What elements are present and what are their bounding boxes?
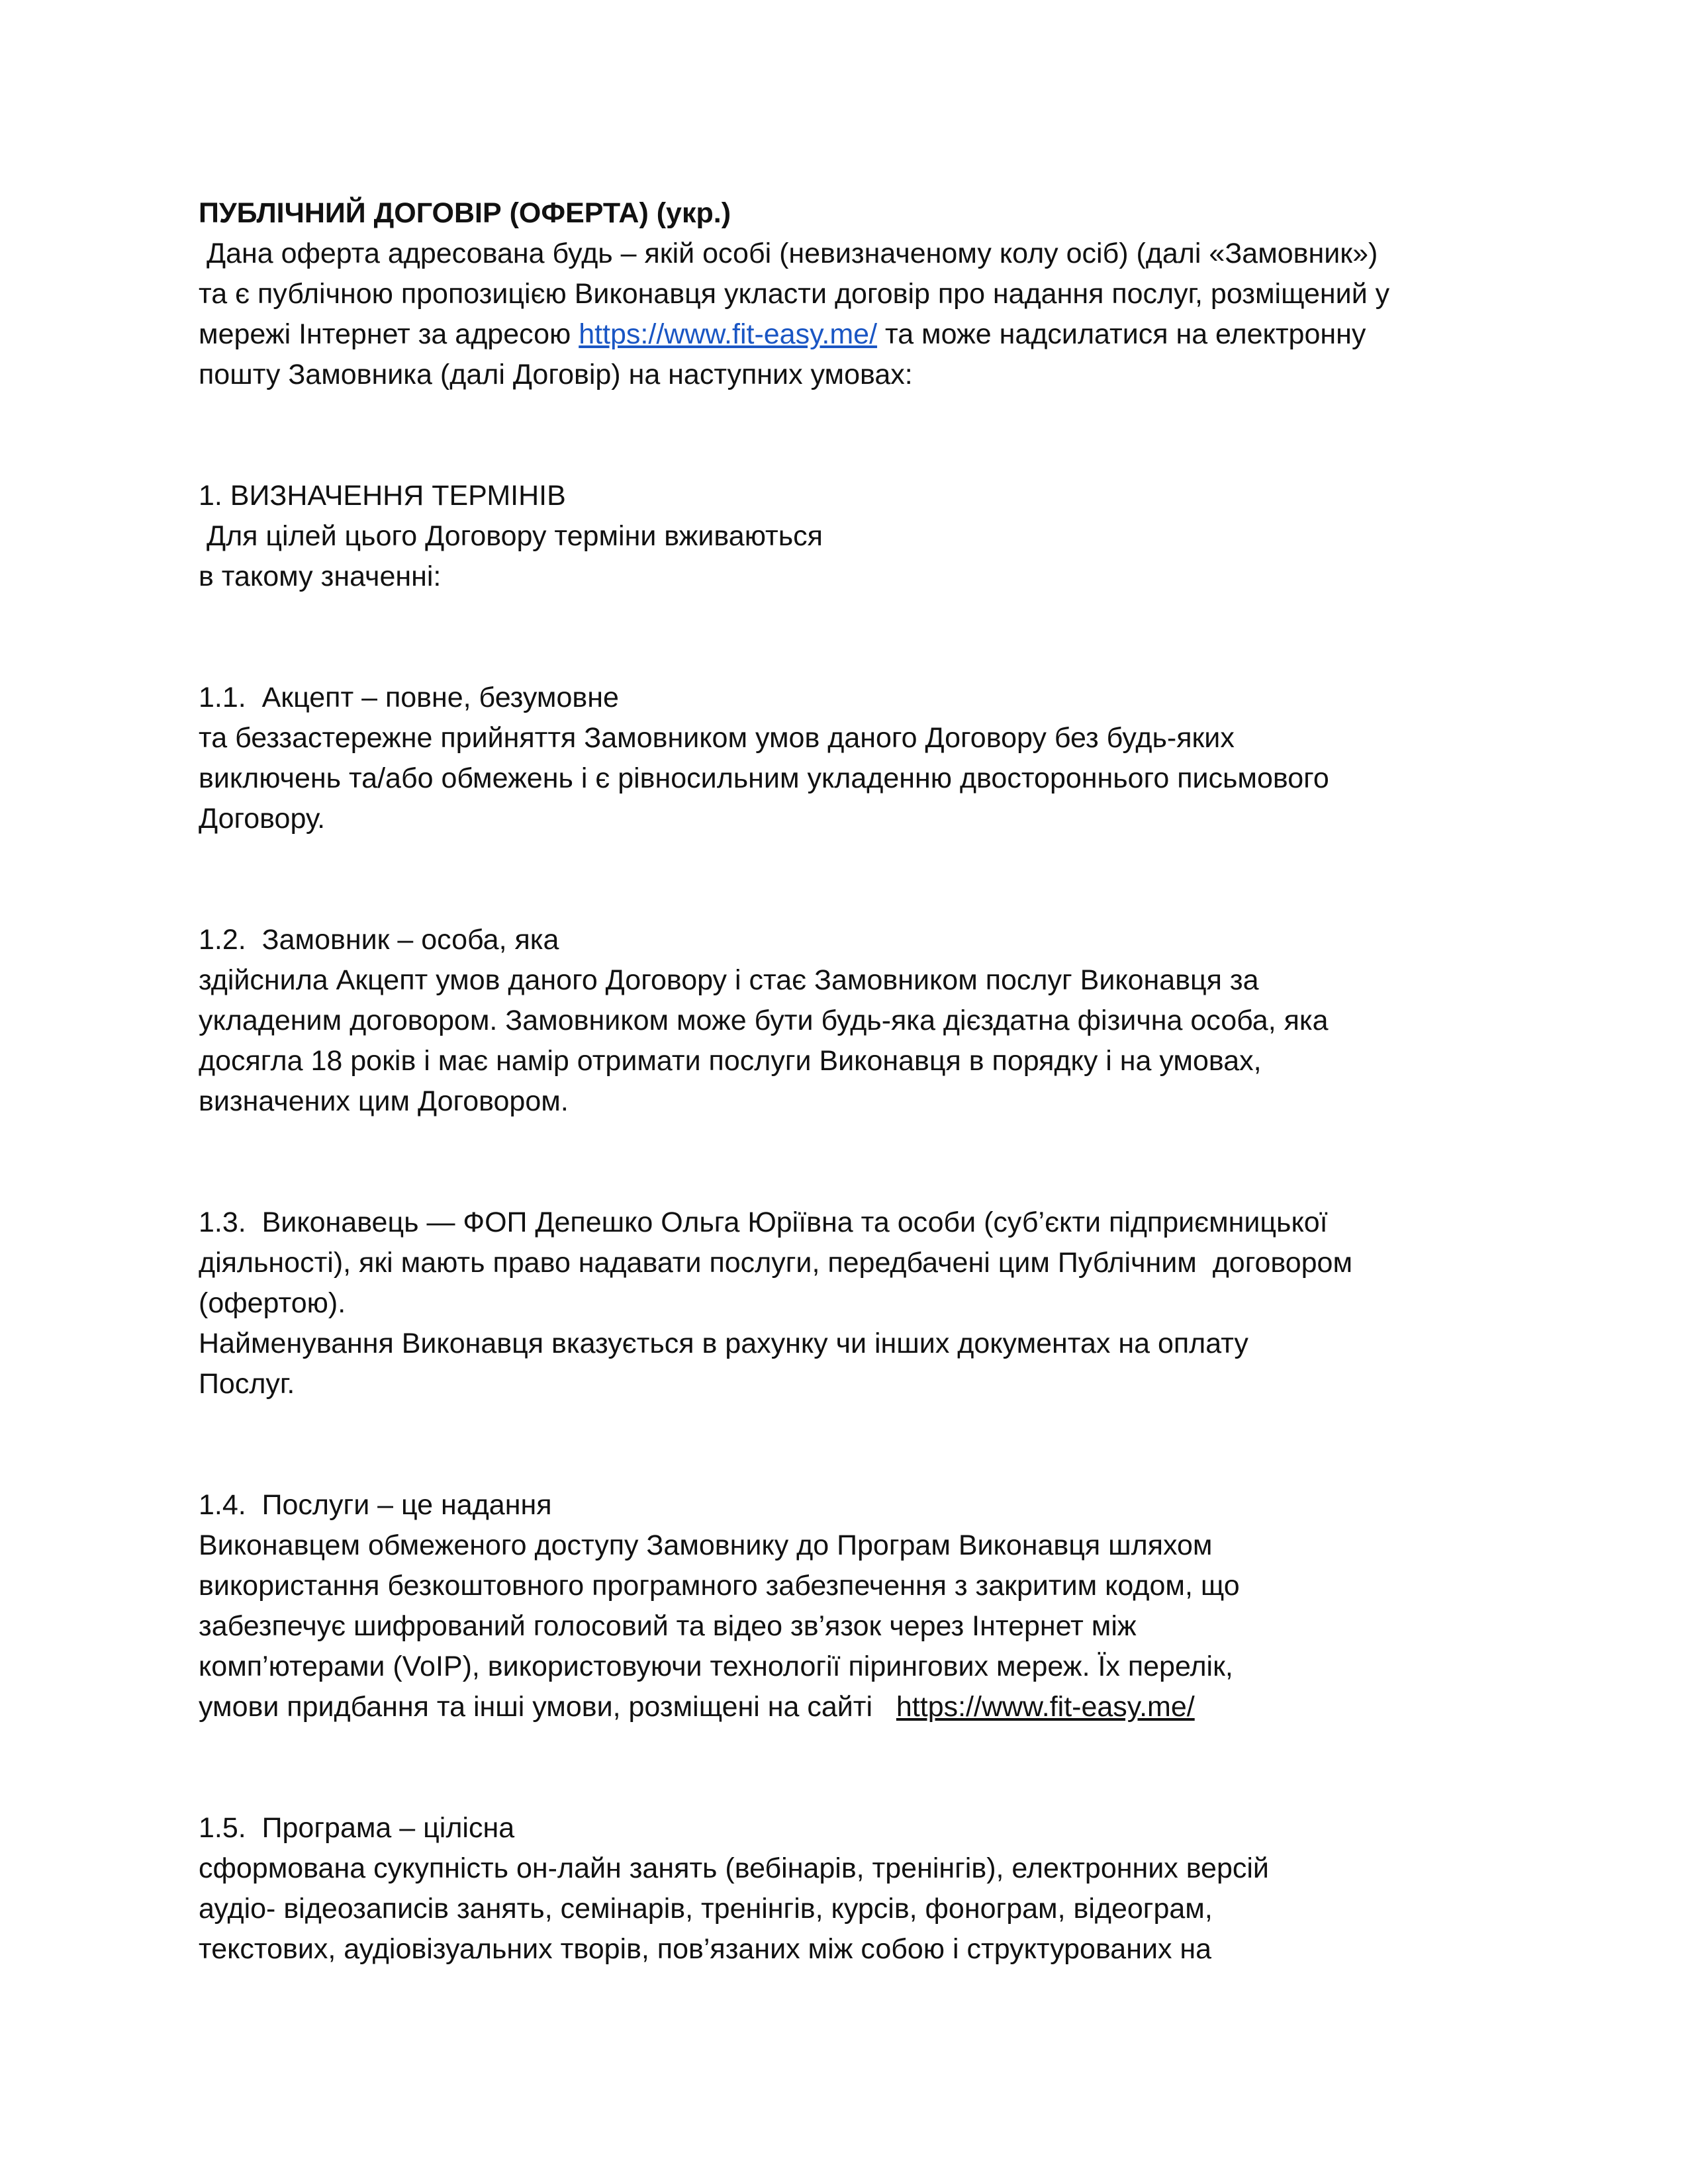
clause-text: Найменування Виконавця вказується в рахунку чи інших документах на оплату <box>199 1328 1248 1359</box>
clause-text: визначених цим Договором. <box>199 1085 569 1117</box>
clause-text: сформована сукупність он-лайн занять (вебінарів, тренінгів), електронних версій <box>199 1852 1269 1884</box>
clause-1-1-heading: 1.1. Акцепт – повне, безумовне <box>199 682 619 713</box>
section-heading: 1. ВИЗНАЧЕННЯ ТЕРМІНІВ <box>199 480 566 512</box>
clause-text: та беззастережне прийняття Замовником умов даного Договору без будь-яких <box>199 722 1235 754</box>
clause-text: укладеним договором. Замовником може бути будь-яка дієздатна фізична особа, яка <box>199 1005 1329 1036</box>
intro-line: пошту Замовника (далі Договір) на наступних умовах: <box>199 359 913 390</box>
clause-text: використання безкоштовного програмного забезпечення з закритим кодом, що <box>199 1570 1240 1602</box>
clause-text: здійснила Акцепт умов даного Договору і стає Замовником послуг Виконавця за <box>199 964 1259 996</box>
document-page <box>199 193 1523 1970</box>
intro-line-with-link <box>199 314 1523 355</box>
clause-text: Договору. <box>199 803 326 835</box>
section-text: в такому значенні: <box>199 561 442 592</box>
clause-text-with-link <box>199 1687 1523 1727</box>
document-title: ПУБЛІЧНИЙ ДОГОВІР (ОФЕРТА) (укр.) <box>199 197 731 229</box>
clause-text: комп’ютерами (VoIP), використовуючи технології пірингових мереж. Їх перелік, <box>199 1651 1233 1682</box>
website-link[interactable]: https://www.fit-easy.me/ <box>896 1691 1195 1723</box>
clause-1-2-heading: 1.2. Замовник – особа, яка <box>199 924 559 956</box>
intro-text: мережі Інтернет за адресою <box>199 318 579 350</box>
clause-text: діяльності), які мають право надавати послуги, передбачені цим Публічним договором <box>199 1247 1353 1279</box>
section-text: Для цілей цього Договору терміни вживаються <box>199 520 823 552</box>
clause-1-5-heading: 1.5. Програма – цілісна <box>199 1812 515 1844</box>
clause-text: Послуг. <box>199 1368 295 1400</box>
intro-line <box>199 274 1523 314</box>
clause-text: текстових, аудіовізуальних творів, пов’язаних між собою і структурованих на <box>199 1933 1212 1965</box>
clause-1-3-heading: 1.3. Виконавець — ФОП Депешко Ольга Юріївна та особи (суб’єкти підприємницької <box>199 1206 1328 1238</box>
clause-text: аудіо- відеозаписів занять, семінарів, тренінгів, курсів, фонограм, відеограм, <box>199 1893 1213 1925</box>
website-link[interactable]: https://www.fit-easy.me/ <box>579 318 878 350</box>
clause-text: досягла 18 років і має намір отримати послуги Виконавця в порядку і на умовах, <box>199 1045 1262 1077</box>
intro-text: та може надсилатися на електронну <box>877 318 1366 350</box>
clause-text: виключень та/або обмежень і є рівносильним укладенню двостороннього письмового <box>199 762 1329 794</box>
clause-text: умови придбання та інші умови, розміщені на сайті <box>199 1691 896 1723</box>
clause-text: Виконавцем обмеженого доступу Замовнику до Програм Виконавця шляхом <box>199 1529 1213 1561</box>
clause-text: (офертою). <box>199 1287 346 1319</box>
clause-text: забезпечує шифрований голосовий та відео зв’язок через Інтернет між <box>199 1610 1137 1642</box>
intro-text: та є публічною пропозицією Виконавця укласти договір про надання послуг, розміщений у <box>199 278 1390 310</box>
clause-1-4-heading: 1.4. Послуги – це надання <box>199 1489 552 1521</box>
intro-line: Дана оферта адресована будь – якій особі (невизначеному колу осіб) (далі «Замовник») <box>199 238 1378 269</box>
